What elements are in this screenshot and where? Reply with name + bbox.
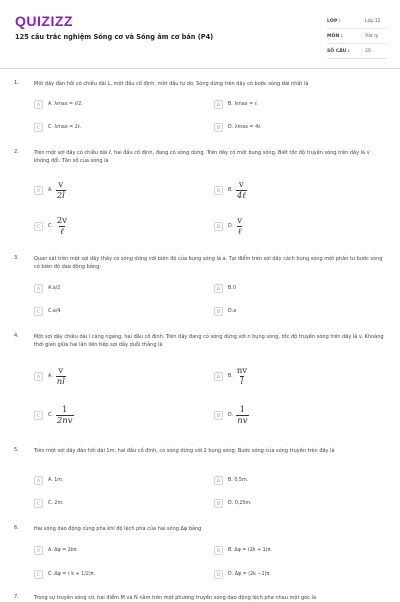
question-text: Trên một sợi dây có chiều dài ℓ, hai đầu cố định, đang có sóng dừng. Trên dây có một bụng sóng. Biết tốc độ truyền sóng trên dây là v không đổi. Tần số của sóng là <box>34 150 370 164</box>
option-letter-box[interactable]: D <box>214 570 223 579</box>
option-label: C. λmax = 2ℓ. <box>48 124 82 130</box>
option-letter-box[interactable]: A <box>34 476 43 485</box>
option-formula <box>228 216 243 237</box>
option-label: D. λmax = 4ℓ. <box>228 124 262 130</box>
option-label: A. 1m. <box>48 477 64 483</box>
option-label: A.a/2 <box>48 285 61 291</box>
meta-value: Vật lý <box>365 33 379 39</box>
fraction-denominator: 2l <box>56 190 65 201</box>
option-label: A. λmax = ℓ/2. <box>48 101 83 107</box>
question-text: Một dây đàn hồi có chiều dài L, một đầu cố định, một đầu tự do. Sóng dừng trên dây có bước sóng dài nhất là <box>34 81 309 87</box>
option-label: B. λmax = ℓ. <box>228 101 259 107</box>
option-letter-box[interactable]: A <box>34 546 43 555</box>
option-a[interactable] <box>34 474 64 486</box>
option-letter-box[interactable]: B <box>214 284 223 293</box>
option-d[interactable] <box>214 568 271 580</box>
meta-value: Lớp 12 <box>365 18 381 24</box>
option-b[interactable] <box>214 544 272 556</box>
option-b[interactable] <box>214 98 258 110</box>
fraction-denominator: nv <box>237 415 248 426</box>
option-c[interactable] <box>34 497 64 509</box>
option-prefix: C. <box>48 223 53 229</box>
fraction-denominator: 4ℓ <box>236 190 246 201</box>
question-number: 2. <box>14 149 19 155</box>
option-label: C. 2m. <box>48 500 64 506</box>
option-d[interactable] <box>214 497 252 509</box>
meta-row-subject <box>327 29 387 44</box>
fraction-numerator: v <box>58 365 64 376</box>
fraction <box>236 366 248 387</box>
option-letter-box[interactable]: C <box>34 307 43 316</box>
fraction-numerator: 1 <box>62 404 68 415</box>
option-label: A. Δφ = 2kπ. <box>48 547 79 553</box>
fraction-denominator: ℓ <box>237 226 242 237</box>
option-d[interactable] <box>214 305 236 317</box>
option-a[interactable] <box>34 361 66 391</box>
option-letter-box[interactable]: D <box>214 222 223 231</box>
option-d[interactable] <box>214 211 243 241</box>
fraction-numerator: v <box>58 179 64 190</box>
option-letter-box[interactable]: C <box>34 123 43 132</box>
fraction <box>56 366 66 387</box>
option-formula <box>48 216 68 237</box>
fraction <box>56 180 66 201</box>
question-text: Quan sát trên một sợi dây thấy có sóng dừng với biên độ của bụng sóng là a. Tại điểm trên sợi dây cách bụng sóng một phần tư bước sóng có biên độ dao động bằng: <box>34 256 383 270</box>
option-letter-box[interactable]: A <box>34 186 43 195</box>
option-prefix: A. <box>48 373 53 379</box>
option-letter-box[interactable]: D <box>214 123 223 132</box>
option-letter-box[interactable]: B <box>214 546 223 555</box>
option-prefix: B. <box>228 373 233 379</box>
option-label: D. Δφ = (2k −1)π. <box>228 571 271 577</box>
option-letter-box[interactable]: D <box>214 499 223 508</box>
option-formula <box>228 405 249 426</box>
worksheet-meta <box>327 14 387 59</box>
option-letter-box[interactable]: C <box>34 570 43 579</box>
fraction-numerator: nv <box>236 365 248 376</box>
fraction <box>236 405 248 426</box>
option-prefix: C. <box>48 412 53 418</box>
fraction <box>236 216 243 237</box>
fraction-numerator: 1 <box>239 404 246 415</box>
worksheet-title: 125 câu trắc nghiệm Sóng cơ và Sóng âm cơ bản (P4) <box>15 33 214 41</box>
fraction-numerator: 2v <box>56 215 68 226</box>
option-b[interactable] <box>214 361 248 391</box>
question-text: Một sợi dây chiều dài l căng ngang, hai đầu cố định. Trên dây đang có sóng dừng với n bụng sóng, tốc độ truyền sóng trên dây là v. Khoảng thời gian giữa hai lần liên tiếp sợi dây duỗi thẳng là <box>34 334 384 348</box>
option-letter-box[interactable]: B <box>214 476 223 485</box>
option-label: D. 0,25m. <box>228 500 252 506</box>
option-formula <box>48 366 66 387</box>
fraction-denominator: l <box>240 376 244 387</box>
option-label: B.0 <box>228 285 236 291</box>
option-letter-box[interactable]: D <box>214 411 223 420</box>
fraction <box>236 180 247 201</box>
question-text: Trong sự truyền sóng cơ, hai điểm M và N nằm trên một phương truyền sóng dao động lệch pha nhau một góc là <box>34 595 317 601</box>
option-letter-box[interactable]: C <box>34 222 43 231</box>
option-label: C.a/4 <box>48 308 61 314</box>
option-letter-box[interactable]: D <box>214 307 223 316</box>
option-formula <box>228 180 247 201</box>
question-text: Trên một sợi dây đàn hồi dài 1m, hai đầu cố định, có sóng dừng với 2 bụng sóng. Bước sóng của sóng truyền trên đây là <box>34 448 335 454</box>
fraction-numerator: v <box>237 215 243 226</box>
option-letter-box[interactable]: B <box>214 372 223 381</box>
option-formula <box>228 366 248 387</box>
option-c[interactable] <box>34 568 95 580</box>
meta-key: LỚP : <box>327 18 341 24</box>
fraction-denominator: 2nv <box>56 415 73 426</box>
option-b[interactable] <box>214 282 236 294</box>
fraction <box>56 216 68 237</box>
option-formula <box>48 180 66 201</box>
option-d[interactable] <box>214 121 262 133</box>
option-c[interactable] <box>34 305 60 317</box>
quizizz-logo: QUIZIZZ <box>15 13 73 29</box>
option-c[interactable] <box>34 121 81 133</box>
option-label: C. Δφ = ( k + 1/2)π. <box>48 571 96 577</box>
option-d[interactable] <box>214 400 249 430</box>
meta-key: SỐ CÂU : <box>327 48 350 54</box>
question-number: 6. <box>14 525 19 531</box>
option-prefix: A. <box>48 187 53 193</box>
option-a[interactable] <box>34 98 83 110</box>
option-letter-box[interactable]: A <box>34 372 43 381</box>
option-prefix: B. <box>228 187 233 193</box>
option-prefix: D. <box>228 412 234 418</box>
option-a[interactable] <box>34 175 66 205</box>
option-b[interactable] <box>214 474 248 486</box>
question-number: 3. <box>14 255 19 261</box>
fraction <box>56 405 74 426</box>
question-number: 4. <box>14 333 19 339</box>
option-label: B. 0,5m. <box>228 477 249 483</box>
fraction-denominator: ℓ <box>60 226 64 237</box>
header-divider <box>0 68 400 69</box>
option-label: D.a <box>228 308 237 314</box>
option-letter-box[interactable]: C <box>34 499 43 508</box>
fraction-denominator: nl <box>56 376 65 387</box>
question-number: 7. <box>14 594 19 600</box>
question-text: Hai sóng dao động cùng pha khi độ lệch pha của hai sóng Δφ bằng <box>34 526 202 532</box>
option-a[interactable] <box>34 282 60 294</box>
option-a[interactable] <box>34 544 78 556</box>
option-formula <box>48 405 74 426</box>
meta-row-count <box>327 44 387 59</box>
option-letter-box[interactable]: B <box>214 186 223 195</box>
option-letter-box[interactable]: A <box>34 100 43 109</box>
question-number: 1. <box>14 80 19 86</box>
option-letter-box[interactable]: C <box>34 411 43 420</box>
option-b[interactable] <box>214 175 247 205</box>
meta-row-class <box>327 14 387 29</box>
option-letter-box[interactable]: A <box>34 284 43 293</box>
option-label: B. Δφ = (2k + 1)π. <box>228 547 272 553</box>
meta-key: MÔN : <box>327 33 343 39</box>
fraction-numerator: v <box>238 179 244 190</box>
option-c[interactable] <box>34 400 74 430</box>
meta-value: 25 <box>365 48 371 54</box>
option-letter-box[interactable]: B <box>214 100 223 109</box>
question-number: 5. <box>14 447 19 453</box>
option-c[interactable] <box>34 211 68 241</box>
option-prefix: D. <box>228 223 234 229</box>
